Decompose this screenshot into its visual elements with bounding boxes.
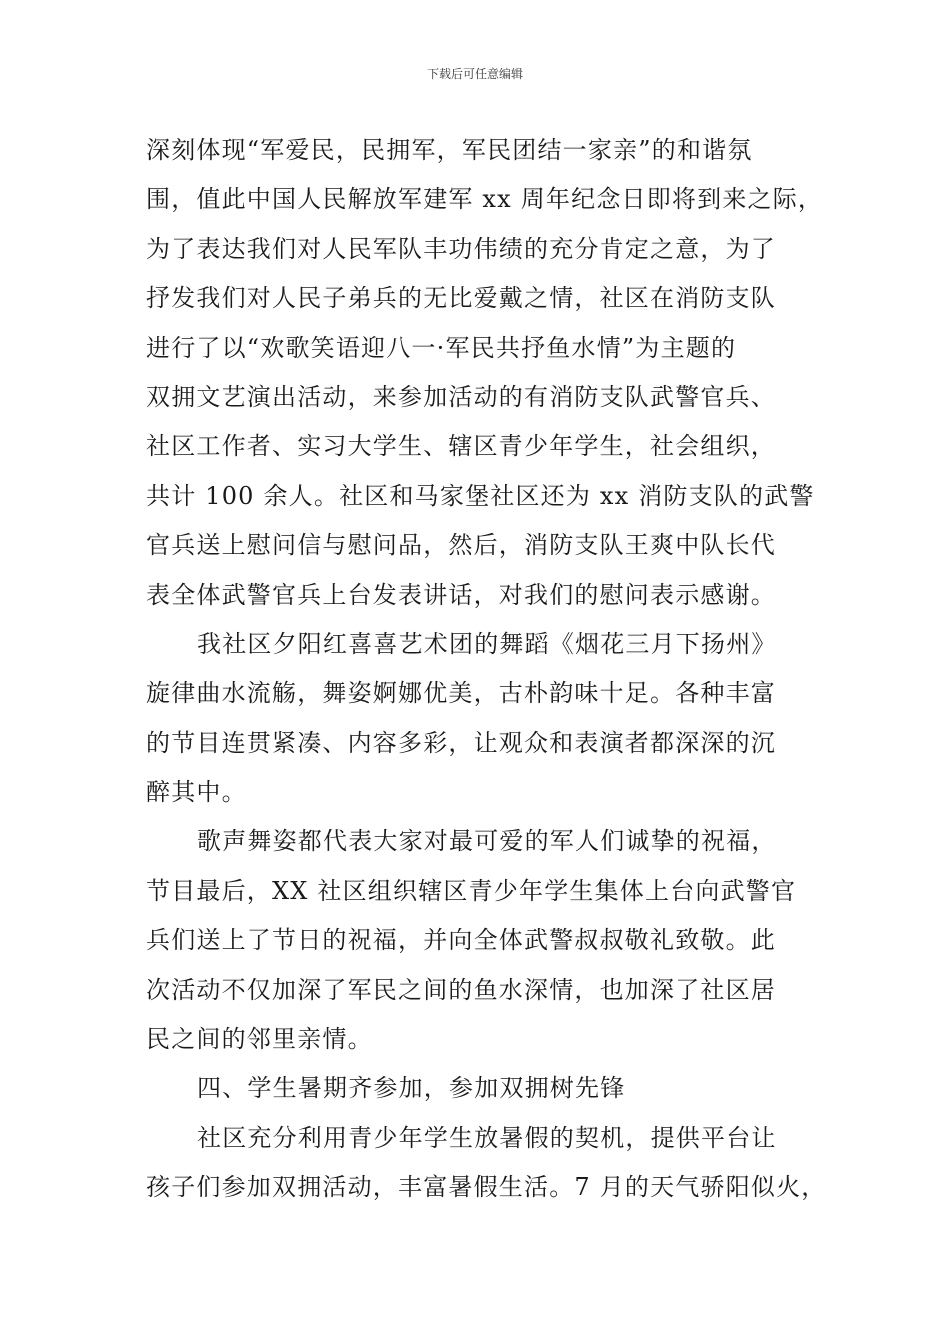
- text-line: 兵们送上了节日的祝福，并向全体武警叔叔敬礼致敬。此: [146, 926, 776, 955]
- paragraph-dance-performance: [146, 620, 836, 818]
- text-line: 的节目连贯紧凑、内容多彩，让观众和表演者都深深的沉: [146, 728, 776, 757]
- section-heading-text: 四、学生暑期齐参加，参加双拥树先锋: [197, 1074, 626, 1103]
- text-line: 节目最后，XX 社区组织辖区青少年学生集体上台向武警官: [146, 876, 797, 905]
- text-line: 进行了以“欢歌笑语迎八一·军民共抒鱼水情”为主题的: [146, 333, 737, 362]
- text-line: 孩子们参加双拥活动，丰富暑假生活。7 月的天气骄阳似火，: [146, 1173, 827, 1202]
- text-line: 为了表达我们对人民军队丰功伟绩的充分肯定之意，为了: [146, 234, 776, 263]
- text-line: 旋律曲水流觞，舞姿婀娜优美，古朴韵味十足。各种丰富: [146, 679, 776, 708]
- text-line: 深刻体现“军爱民，民拥军，军民团结一家亲”的和谐氛: [146, 136, 753, 164]
- text-line: 社区工作者、实习大学生、辖区青少年学生，社会组织，: [146, 432, 776, 461]
- text-line: 围，值此中国人民解放军建军 xx 周年纪念日即将到来之际，: [146, 185, 824, 214]
- text-line: 社区充分利用青少年学生放暑假的契机，提供平台让: [197, 1123, 777, 1152]
- text-line: 我社区夕阳红喜喜艺术团的舞蹈《烟花三月下扬州》: [197, 629, 777, 658]
- text-line: 官兵送上慰问信与慰问品，然后，消防支队王爽中队长代: [146, 531, 776, 560]
- text-line: 共计 100 余人。社区和马家堡社区还为 xx 消防支队的武警: [146, 481, 815, 510]
- text-line: 醉其中。: [146, 778, 247, 807]
- text-line: 双拥文艺演出活动，来参加活动的有消防支队武警官兵、: [146, 382, 776, 411]
- text-line: 歌声舞姿都代表大家对最可爱的军人们诚挚的祝福，: [197, 827, 777, 856]
- text-line: 抒发我们对人民子弟兵的无比爱戴之情，社区在消防支队: [146, 284, 776, 313]
- document-body: [146, 126, 836, 1213]
- paragraph-continued: [146, 126, 836, 620]
- page-header-note: 下载后可任意编辑: [426, 67, 523, 81]
- section-heading: [146, 1064, 836, 1113]
- text-line: 表全体武警官兵上台发表讲话，对我们的慰问表示感谢。: [146, 580, 776, 609]
- text-line: 民之间的邻里亲情。: [146, 1025, 373, 1054]
- text-line: 次活动不仅加深了军民之间的鱼水深情，也加深了社区居: [146, 975, 776, 1004]
- paragraph-summer-activities: [146, 1114, 836, 1213]
- paragraph-closing-blessing: [146, 817, 836, 1064]
